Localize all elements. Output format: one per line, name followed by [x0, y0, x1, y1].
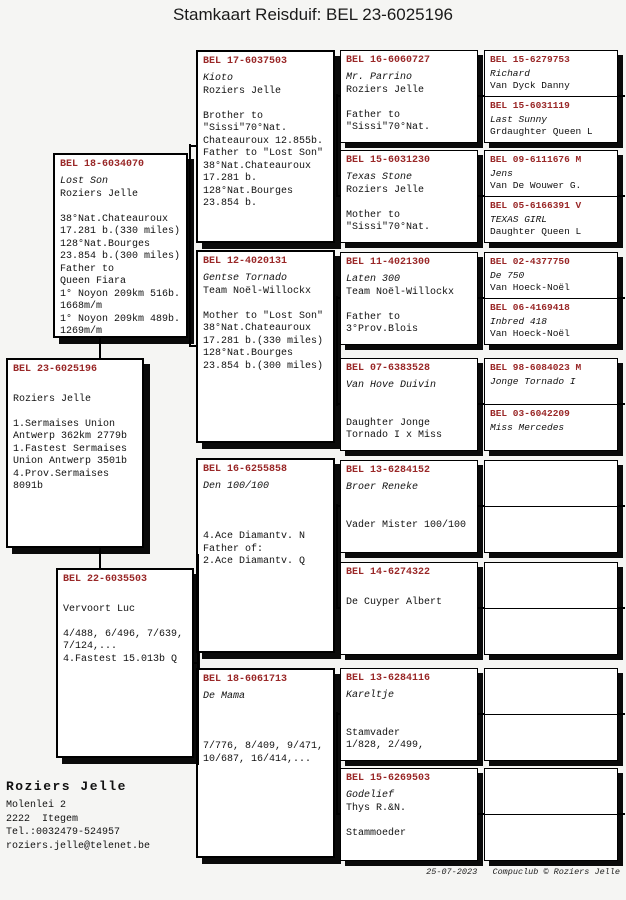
pigeon-name: Miss Mercedes — [490, 422, 565, 433]
box-grandmother-paternal[interactable] — [196, 250, 335, 443]
ring-number: BEL 12-4020131 — [203, 256, 288, 267]
connector-line — [478, 403, 485, 405]
spacer-line — [346, 507, 473, 520]
breeder-name — [490, 731, 613, 743]
connector-line — [478, 813, 485, 815]
box-line: 38°Nat.Chateauroux — [203, 160, 312, 172]
breeder-name — [490, 625, 613, 637]
box-gggp-pair-7[interactable] — [484, 668, 618, 761]
breeder-name: Van Dyck Danny — [490, 80, 570, 91]
gggp-bottom — [485, 506, 617, 552]
footer-credit: 25-07-2023 Compuclub © Roziers Jelle — [426, 867, 620, 877]
box-father[interactable] — [53, 153, 188, 338]
gggp-bottom — [485, 298, 617, 344]
box-lines — [346, 210, 473, 235]
box-lines — [346, 110, 473, 135]
box-mother[interactable] — [56, 568, 194, 758]
breeder-name — [490, 434, 613, 446]
breeder-name — [346, 495, 473, 508]
connector-line — [618, 195, 625, 197]
box-ggp-3[interactable] — [340, 252, 478, 345]
connector-line — [618, 403, 625, 405]
box-lines — [346, 828, 473, 841]
pigeon-name: Laten 300 — [346, 274, 401, 285]
spacer-line — [346, 299, 473, 312]
breeder-name — [490, 388, 613, 400]
breeder-name: Van De Wouwer G. — [490, 180, 582, 191]
gggp-top — [485, 51, 617, 96]
ring-number: BEL 14-6274322 — [346, 567, 431, 578]
box-line: 1668m/m — [60, 301, 103, 312]
box-line: Father to "Lost Son" — [203, 148, 324, 159]
ring-number: BEL 02-4377750 — [490, 256, 570, 267]
box-grandmother-maternal[interactable] — [196, 668, 335, 858]
owner-address-street: Molenlei 2 — [6, 800, 67, 811]
box-line: 23.854 b. — [203, 198, 258, 209]
pigeon-name — [490, 673, 613, 685]
box-line: 1/828, 2/499, — [346, 740, 425, 751]
breeder-name — [490, 523, 613, 535]
box-line: 23.854 b.(300 miles) — [203, 360, 324, 372]
box-line: Tornado I x Miss — [346, 430, 443, 441]
breeder-name: Roziers Jelle — [346, 84, 425, 96]
connector-line — [189, 145, 197, 147]
connector-line — [336, 94, 338, 197]
breeder-name — [203, 494, 329, 507]
breeder-name: Roziers Jelle — [60, 188, 139, 200]
box-line: Father of: — [203, 543, 264, 555]
ring-number: BEL 23-6025196 — [13, 364, 98, 375]
box-gggp-pair-4[interactable] — [484, 358, 618, 451]
pigeon-name: Lost Son — [60, 176, 109, 187]
gggp-top — [485, 253, 617, 298]
pigeon-name: Godelief — [346, 790, 395, 801]
breeder-name — [346, 703, 473, 716]
box-line: 128°Nat.Bourges — [60, 238, 151, 250]
pigeon-name — [490, 465, 613, 477]
pigeon-name — [490, 567, 613, 579]
box-line: "Sissi"70°Nat. — [346, 122, 431, 133]
connector-line — [478, 505, 485, 507]
owner-block — [6, 779, 150, 853]
connector-line — [99, 337, 101, 358]
box-line: 128°Nat.Bourges — [203, 348, 294, 359]
breeder-name: Thys R.&N. — [346, 802, 407, 814]
ring-number: BEL 16-6060727 — [346, 55, 431, 66]
box-line — [203, 729, 329, 742]
box-line: 17.281 b. — [203, 173, 258, 184]
connector-line — [197, 554, 199, 765]
box-line: 38°Nat.Chateauroux — [203, 323, 312, 334]
breeder-name: Vervoort Luc — [63, 603, 136, 615]
connector-line — [618, 505, 625, 507]
connector-line — [478, 195, 485, 197]
gggp-bottom — [485, 814, 617, 860]
box-line: Antwerp 362km 2779b — [13, 431, 128, 442]
pigeon-name: Van Hove Duivin — [346, 380, 437, 391]
connector-line — [336, 297, 341, 299]
ring-number: BEL 15-6279753 — [490, 54, 570, 65]
box-line: 7/124,... — [63, 641, 118, 652]
ring-number: BEL 17-6037503 — [203, 56, 288, 67]
connector-line — [478, 297, 485, 299]
box-gggp-pair-3[interactable] — [484, 252, 618, 345]
connector-line — [189, 345, 197, 347]
connector-line — [189, 144, 191, 347]
pigeon-name: Den 100/100 — [203, 481, 270, 492]
box-ggp-7[interactable] — [340, 668, 478, 761]
box-line: 1.Sermaises Union — [13, 418, 116, 430]
ring-number: BEL 03-6042209 — [490, 408, 570, 419]
pigeon-name: Jens — [490, 168, 513, 179]
box-lines — [13, 419, 138, 494]
connector-line — [336, 195, 341, 197]
box-line: Chateauroux 12.855b. — [203, 135, 324, 147]
box-line: Father to — [346, 311, 401, 323]
spacer-line — [346, 715, 473, 728]
connector-line — [194, 662, 198, 664]
pigeon-name — [346, 584, 473, 597]
pigeon-name: Broer Reneke — [346, 482, 419, 493]
connector-line — [336, 505, 341, 507]
spacer-line — [60, 201, 182, 214]
ring-number: BEL 16-6255858 — [203, 464, 288, 475]
connector-line — [336, 712, 338, 815]
pigeon-name: Kioto — [203, 73, 234, 84]
spacer-line — [203, 98, 329, 111]
box-line: Stammoeder — [346, 827, 407, 839]
connector-line — [336, 296, 338, 406]
connector-line — [478, 713, 485, 715]
box-line: 4.Fastest 15.013b Q — [63, 653, 178, 665]
box-line: 1° Noyon 209km 489b. — [60, 313, 181, 325]
box-lines — [203, 519, 329, 569]
box-gggp-pair-1[interactable] — [484, 50, 618, 143]
spacer-line — [63, 616, 188, 629]
box-line: 4.Ace Diamantv. N — [203, 531, 306, 542]
pigeon-name — [490, 613, 613, 625]
spacer-line — [346, 405, 473, 418]
box-ggp-6[interactable] — [340, 562, 478, 655]
box-line: 17.281 b.(330 miles) — [60, 226, 181, 237]
owner-address-city: 2222 Itegem — [6, 813, 79, 825]
gggp-top — [485, 563, 617, 608]
gggp-top — [485, 669, 617, 714]
box-line: 4.Prov.Sermaises — [13, 468, 110, 480]
box-line: 2.Ace Diamantv. Q — [203, 556, 306, 567]
box-ggp-4[interactable] — [340, 358, 478, 451]
box-lines — [63, 629, 188, 667]
box-line: Daughter Jonge — [346, 417, 431, 429]
gggp-bottom — [485, 404, 617, 450]
box-line: 128°Nat.Bourges — [203, 185, 294, 197]
gggp-top — [485, 461, 617, 506]
connector-line — [336, 813, 341, 815]
box-line: "Sissi"70°Nat. — [203, 123, 288, 134]
pigeon-name — [490, 819, 613, 831]
box-gggp-pair-6[interactable] — [484, 562, 618, 655]
box-grandfather-maternal[interactable] — [196, 458, 335, 653]
pigeon-name — [490, 773, 613, 785]
page-title: Stamkaart Reisduif: BEL 23-6025196 — [172, 5, 454, 24]
gggp-bottom — [485, 714, 617, 760]
box-line: Vader Mister 100/100 — [346, 519, 467, 531]
breeder-name: Team Noël-Willockx — [346, 286, 455, 298]
ring-number: BEL 22-6035503 — [63, 574, 148, 585]
box-line: 38°Nat.Chateauroux — [60, 213, 169, 225]
pigeon-name: De 750 — [490, 270, 525, 281]
box-line: Father to — [346, 109, 401, 121]
pigeon-name: Richard — [490, 68, 530, 79]
spacer-line — [346, 197, 473, 210]
box-lines — [203, 729, 329, 767]
box-line: Mother to "Lost Son" — [203, 310, 324, 322]
breeder-name: Daughter Queen L — [490, 226, 582, 237]
box-lines — [346, 520, 473, 533]
box-line: 23.854 b.(300 miles) — [60, 251, 181, 262]
breeder-name: Team Noël-Willockx — [203, 285, 312, 297]
pigeon-name: Mr. Parrino — [346, 72, 413, 83]
pigeon-name — [63, 591, 188, 604]
breeder-name: Van Hoeck-Noël — [490, 328, 570, 339]
pigeon-name: Texas Stone — [346, 172, 413, 183]
box-line: 1.Fastest Sermaises — [13, 443, 128, 455]
breeder-name — [203, 704, 329, 717]
box-line: 7/776, 8/409, 9/471, — [203, 741, 324, 752]
box-line: Brother to — [203, 110, 264, 122]
ring-number: BEL 09-6111676 M — [490, 154, 582, 165]
owner-email[interactable]: roziers.jelle@telenet.be — [6, 840, 151, 852]
box-line: Queen Fiara — [60, 276, 127, 287]
box-gggp-pair-2[interactable] — [484, 150, 618, 243]
connector-line — [336, 403, 341, 405]
pigeon-name: Jonge Tornado I — [490, 376, 576, 387]
ring-number: BEL 13-6284152 — [346, 465, 431, 476]
box-line: 1° Noyon 209km 516b. — [60, 288, 181, 300]
box-line: 3°Prov.Blois — [346, 324, 419, 335]
box-line — [203, 519, 329, 532]
box-line: Stamvader — [346, 727, 401, 739]
spacer-line — [13, 406, 138, 419]
owner-name: Roziers Jelle — [6, 779, 127, 794]
ring-number: BEL 15-6031230 — [346, 155, 431, 166]
gggp-top — [485, 769, 617, 814]
box-subject[interactable] — [6, 358, 144, 548]
box-gggp-pair-8[interactable] — [484, 768, 618, 861]
connector-line — [336, 95, 341, 97]
connector-line — [618, 95, 625, 97]
ring-number: BEL 18-6061713 — [203, 674, 288, 685]
box-lines — [346, 728, 473, 753]
box-line: 8091b — [13, 481, 44, 492]
box-line: 17.281 b.(330 miles) — [203, 335, 324, 347]
box-lines — [346, 418, 473, 443]
box-line: 10/687, 16/414,... — [203, 753, 312, 765]
ring-number: BEL 11-4021300 — [346, 257, 431, 268]
gggp-bottom — [485, 608, 617, 654]
gggp-bottom — [485, 196, 617, 242]
pigeon-name — [13, 381, 138, 394]
box-lines — [346, 312, 473, 337]
connector-line — [336, 713, 341, 715]
box-lines — [203, 311, 329, 374]
box-lines — [203, 111, 329, 211]
pigeon-name — [490, 719, 613, 731]
box-grandfather-paternal[interactable] — [196, 50, 335, 243]
ring-number: BEL 98-6084023 M — [490, 362, 582, 373]
breeder-name: Roziers Jelle — [13, 393, 92, 405]
gggp-top — [485, 151, 617, 196]
ring-number: BEL 06-4169418 — [490, 302, 570, 313]
spacer-line — [203, 298, 329, 311]
gggp-bottom — [485, 96, 617, 142]
box-ggp-5[interactable] — [340, 460, 478, 553]
breeder-name: De Cuyper Albert — [346, 596, 443, 608]
connector-line — [618, 607, 625, 609]
box-line: Mother to — [346, 209, 401, 221]
breeder-name: Grdaughter Queen L — [490, 126, 593, 137]
ring-number: BEL 07-6383528 — [346, 363, 431, 374]
pigeon-name: Last Sunny — [490, 114, 548, 125]
spacer-line — [346, 609, 473, 622]
box-lines — [60, 214, 182, 339]
connector-line — [478, 95, 485, 97]
connector-line — [336, 607, 341, 609]
box-line: 1269m/m — [60, 326, 103, 337]
breeder-name: Van Hoeck-Noël — [490, 282, 570, 293]
spacer-line — [346, 97, 473, 110]
breeder-name: Roziers Jelle — [203, 85, 282, 97]
gggp-top — [485, 359, 617, 404]
breeder-name: Roziers Jelle — [346, 184, 425, 196]
box-ggp-8[interactable] — [340, 768, 478, 861]
ring-number: BEL 05-6166391 V — [490, 200, 582, 211]
pigeon-name: TEXAS GIRL — [490, 214, 548, 225]
breeder-name — [490, 579, 613, 591]
connector-line — [618, 297, 625, 299]
spacer-line — [203, 716, 329, 729]
box-ggp-1[interactable] — [340, 50, 478, 143]
box-gggp-pair-5[interactable] — [484, 460, 618, 553]
box-line: Union Antwerp 3501b — [13, 456, 128, 467]
connector-line — [618, 813, 625, 815]
box-line: Father to — [60, 263, 115, 275]
pigeon-name — [490, 511, 613, 523]
ring-number: BEL 15-6269503 — [346, 773, 431, 784]
breeder-name — [490, 831, 613, 843]
box-line: "Sissi"70°Nat. — [346, 222, 431, 233]
pigeon-name: De Mama — [203, 691, 246, 702]
connector-line — [618, 713, 625, 715]
breeder-name — [346, 393, 473, 406]
spacer-line — [346, 815, 473, 828]
pigeon-name: Inbred 418 — [490, 316, 548, 327]
ring-number: BEL 18-6034070 — [60, 159, 145, 170]
box-line: 4/488, 6/496, 7/639, — [63, 628, 184, 640]
connector-line — [478, 607, 485, 609]
ring-number: BEL 15-6031119 — [490, 100, 570, 111]
breeder-name — [490, 477, 613, 489]
box-ggp-2[interactable] — [340, 150, 478, 243]
owner-phone: Tel.:0032479-524957 — [6, 827, 121, 838]
connector-line — [99, 548, 101, 568]
ring-number: BEL 13-6284116 — [346, 673, 431, 684]
pigeon-name: Kareltje — [346, 690, 395, 701]
connector-line — [336, 504, 338, 609]
breeder-name — [490, 685, 613, 697]
spacer-line — [203, 506, 329, 519]
breeder-name — [490, 785, 613, 797]
pigeon-name: Gentse Tornado — [203, 273, 288, 284]
